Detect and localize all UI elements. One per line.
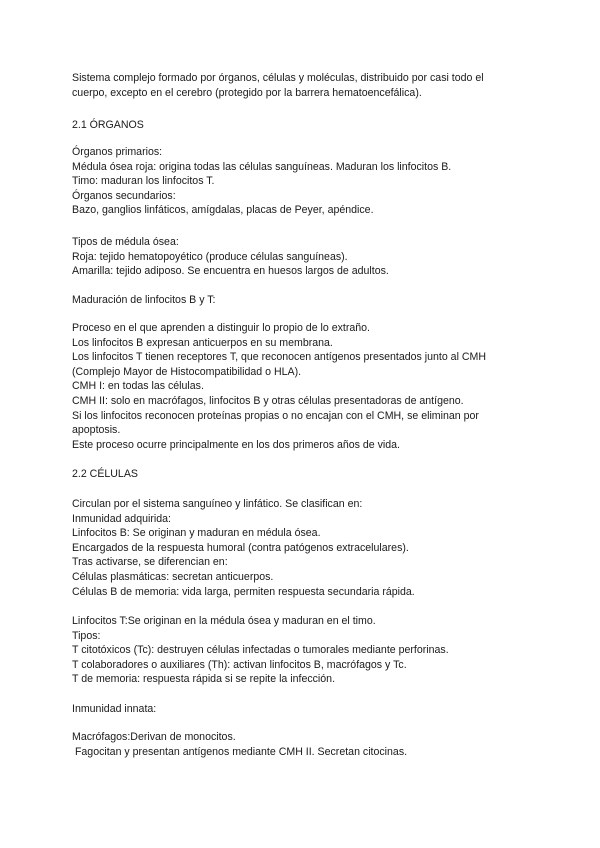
text-line: (Complejo Mayor de Histocompatibilidad o HLA). (72, 365, 302, 378)
innata-title: Inmunidad innata: (72, 703, 157, 715)
text-line: Médula ósea roja: origina todas las células sanguíneas. Maduran los linfocitos B. (72, 160, 452, 173)
text-line: Los linfocitos B expresan anticuerpos en su membrana. (72, 336, 333, 349)
intro-line: cuerpo, excepto en el cerebro (protegido por la barrera hematoencefálica). (72, 86, 422, 99)
text-line: apoptosis. (72, 424, 121, 437)
maduracion-title: Maduración de linfocitos B y T: (72, 294, 216, 306)
text-line: Tipos: (72, 629, 101, 642)
text-line: Linfocitos B: Se originan y maduran en médula ósea. (72, 527, 321, 540)
text-line: T colaboradores o auxiliares (Th): activan linfocitos B, macrófagos y Tc. (72, 658, 407, 671)
maduracion-block (72, 321, 532, 452)
text-line: CMH II: solo en macrófagos, linfocitos B y otras células presentadoras de antígeno. (72, 394, 464, 407)
section-heading-organos: 2.1 ÓRGANOS (72, 119, 144, 131)
text-line: Tras activarse, se diferencian en: (72, 556, 228, 569)
text-line: Células plasmáticas: secretan anticuerpos. (72, 570, 274, 583)
text-line: Bazo, ganglios linfáticos, amígdalas, placas de Peyer, apéndice. (72, 204, 374, 217)
celulas-block (72, 497, 532, 599)
innata-block (72, 730, 532, 759)
text-line: CMH I: en todas las células. (72, 380, 204, 393)
text-line: Proceso en el que aprenden a distinguir lo propio de lo extraño. (72, 322, 371, 334)
text-line: Amarilla: tejido adiposo. Se encuentra en huesos largos de adultos. (72, 265, 389, 278)
text-line: Si los linfocitos reconocen proteínas propias o no encajan con el CMH, se eliminan por (72, 409, 479, 422)
medula-block (72, 235, 532, 279)
text-line: T citotóxicos (Tc): destruyen células infectadas o tumorales mediante perforinas. (72, 644, 449, 657)
organos-block (72, 145, 532, 218)
text-line: Encargados de la respuesta humoral (contra patógenos extracelulares). (72, 541, 409, 554)
text-line: Células B de memoria: vida larga, permiten respuesta secundaria rápida. (72, 585, 415, 598)
text-line: Macrófagos:Derivan de monocitos. (72, 731, 236, 743)
text-line: Este proceso ocurre principalmente en los dos primeros años de vida. (72, 438, 400, 451)
text-line: Roja: tejido hematopoyético (produce células sanguíneas). (72, 250, 348, 263)
text-line: Circulan por el sistema sanguíneo y linfático. Se clasifican en: (72, 498, 363, 510)
text-line: Inmunidad adquirida: (72, 512, 171, 525)
text-line: Timo: maduran los linfocitos T. (72, 175, 215, 188)
section-heading-celulas: 2.2 CÉLULAS (72, 468, 138, 480)
text-line: Tipos de médula ósea: (72, 236, 179, 248)
intro-paragraph (72, 71, 532, 100)
text-line: Órganos secundarios: (72, 189, 176, 202)
text-line: Los linfocitos T tienen receptores T, que reconocen antígenos presentados junto al CMH (72, 351, 486, 364)
linfocitos-t-block (72, 614, 532, 687)
text-line: Linfocitos T:Se originan en la médula ósea y maduran en el timo. (72, 615, 376, 627)
text-line: T de memoria: respuesta rápida si se repite la infección. (72, 673, 336, 686)
intro-line: Sistema complejo formado por órganos, células y moléculas, distribuido por casi todo el (72, 72, 484, 84)
text-line: Fagocitan y presentan antígenos mediante CMH II. Secretan citocinas. (72, 745, 408, 758)
text-line: Órganos primarios: (72, 146, 163, 158)
